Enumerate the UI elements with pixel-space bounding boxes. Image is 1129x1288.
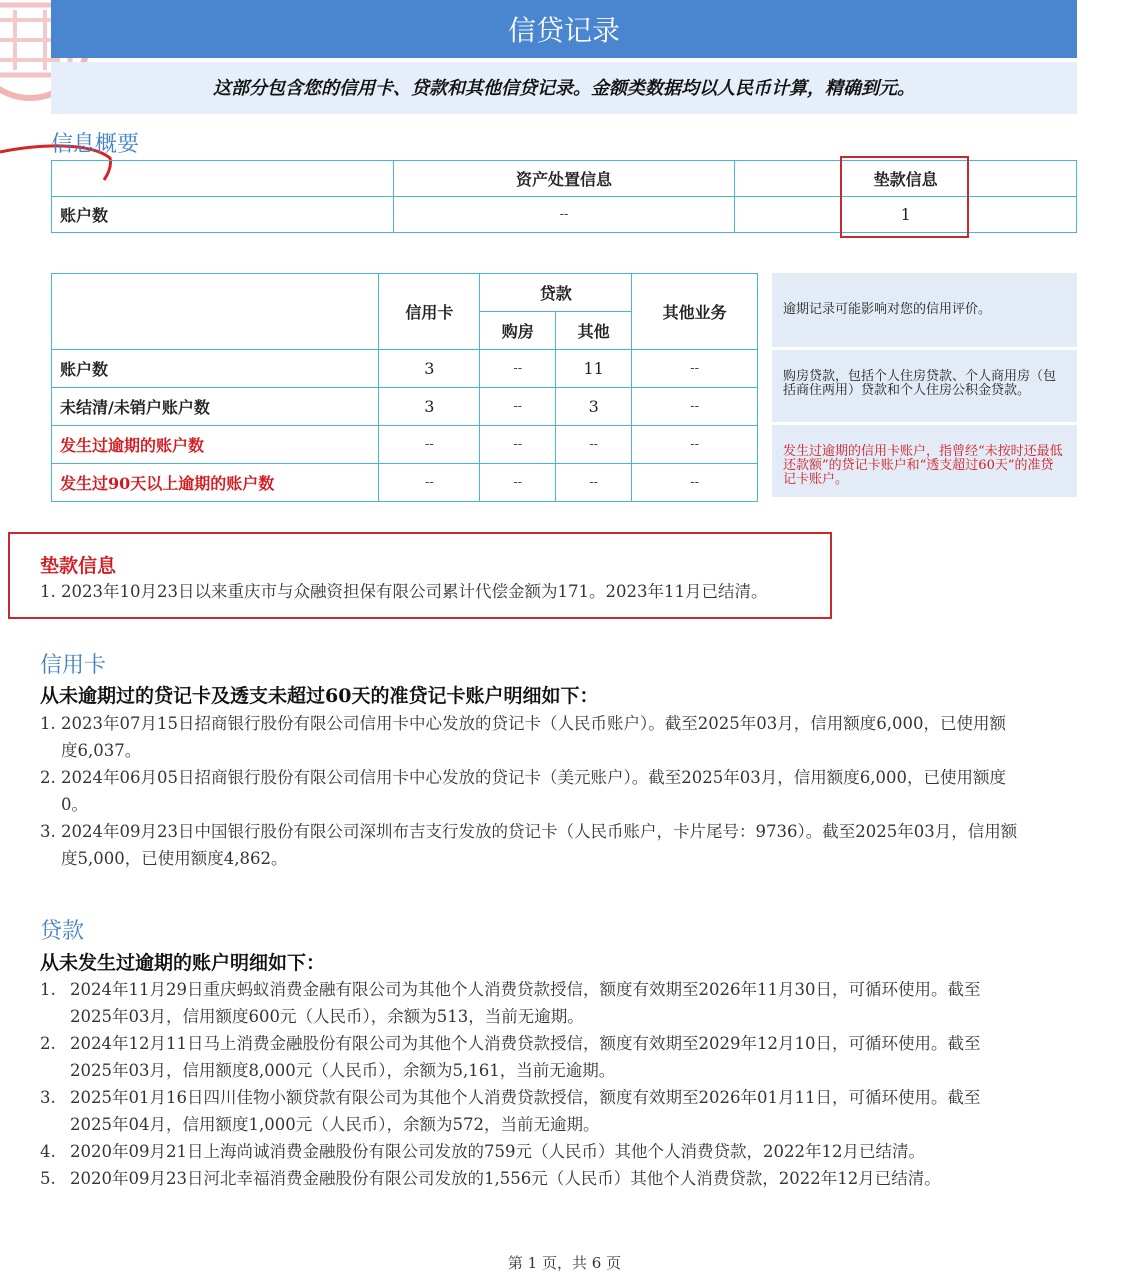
summary-cell: --	[632, 350, 758, 388]
advance-item	[40, 578, 820, 605]
summary-cell: --	[632, 464, 758, 502]
credit-card-title: 信用卡	[40, 653, 107, 678]
loan-title: 贷款	[40, 919, 85, 944]
summary-row-label: 发生过90天以上逾期的账户数	[52, 464, 379, 502]
list-number: 3.	[40, 1088, 56, 1107]
credit-card-item-line1: 2023年07月15日招商银行股份有限公司信用卡中心发放的贷记卡（人民币账户）。截至2025年03月，信用额度6,000，已使用额	[61, 714, 1006, 733]
list-number: 5.	[40, 1169, 56, 1188]
summary-row-label: 账户数	[52, 350, 379, 388]
loan-item-line1: 2024年12月11日马上消费金融股份有限公司为其他个人消费贷款授信，额度有效期至2029年12月10日，可循环使用。截至	[70, 1034, 981, 1053]
summary-cell: 3	[556, 388, 632, 426]
summary-header-credit-card: 信用卡	[379, 274, 480, 350]
summary-cell: --	[632, 426, 758, 464]
summary-cell: --	[480, 388, 556, 426]
summary-cell: --	[632, 388, 758, 426]
summary-table	[51, 273, 758, 502]
credit-card-item	[40, 818, 1090, 872]
summary-row	[52, 388, 758, 426]
loan-item-line1: 2024年11月29日重庆蚂蚁消费金融有限公司为其他个人消费贷款授信，额度有效期至2026年11月30日，可循环使用。截至	[70, 980, 981, 999]
credit-card-item-line1: 2024年06月05日招商银行股份有限公司信用卡中心发放的贷记卡（美元账户）。截至2025年03月，信用额度6,000，已使用额度	[61, 768, 1006, 787]
list-number: 3.	[40, 822, 56, 841]
note-overdue-definition: 发生过逾期的信用卡账户，指曾经“未按时还最低还款额”的贷记卡账户和“透支超过60天”的准贷记卡账户。	[772, 425, 1077, 497]
list-number: 4.	[40, 1142, 56, 1161]
loan-item-line1: 2025年01月16日四川佳物小额贷款有限公司为其他个人消费贷款授信，额度有效期至2026年01月11日，可循环使用。截至	[70, 1088, 981, 1107]
loan-item-line1: 2020年09月21日上海尚诚消费金融股份有限公司发放的759元（人民币）其他个人消费贷款，2022年12月已结清。	[70, 1142, 925, 1161]
summary-cell: --	[556, 426, 632, 464]
advance-item-num: 1.	[40, 582, 56, 601]
summary-cell: --	[379, 464, 480, 502]
summary-header-other-business: 其他业务	[632, 274, 758, 350]
summary-cell: 11	[556, 350, 632, 388]
loan-item	[40, 976, 1080, 1030]
loan-item-line1: 2020年09月23日河北幸福消费金融股份有限公司发放的1,556元（人民币）其他个人消费贷款，2022年12月已结清。	[70, 1169, 941, 1188]
summary-row-label: 未结清/未销户账户数	[52, 388, 379, 426]
summary-row	[52, 350, 758, 388]
summary-cell: 3	[379, 388, 480, 426]
summary-row	[52, 426, 758, 464]
overview-row-label: 账户数	[52, 197, 394, 233]
loan-item	[40, 1165, 1080, 1192]
credit-card-item-line2: 0。	[61, 795, 88, 814]
credit-card-item-line2: 度6,037。	[61, 741, 142, 760]
summary-row-label: 发生过逾期的账户数	[52, 426, 379, 464]
summary-header-other-loan: 其他	[556, 312, 632, 350]
list-number: 2.	[40, 1034, 56, 1053]
intro-text: 这部分包含您的信用卡、贷款和其他信贷记录。金额类数据均以人民币计算，精确到元。	[213, 78, 915, 99]
summary-cell: --	[556, 464, 632, 502]
summary-empty-cell	[52, 274, 379, 350]
page-footer: 第 1 页，共 6 页	[507, 1254, 622, 1272]
credit-card-item	[40, 710, 1090, 764]
summary-cell: 3	[379, 350, 480, 388]
credit-card-subtitle: 从未逾期过的贷记卡及透支未超过60天的准贷记卡账户明细如下：	[40, 685, 599, 707]
highlight-box-advance-info	[8, 532, 832, 619]
list-number: 1.	[40, 980, 56, 999]
summary-row	[52, 464, 758, 502]
overview-empty-cell	[52, 161, 394, 197]
advance-item-text: 2023年10月23日以来重庆市与众融资担保有限公司累计代偿金额为171。2023年11月已结清。	[61, 582, 768, 601]
loan-item-line2: 2025年03月，信用额度8,000元（人民币），余额为5,161，当前无逾期。	[70, 1061, 616, 1080]
summary-header-loan: 贷款	[480, 274, 632, 312]
note-overdue-warning: 逾期记录可能影响对您的信用评价。	[772, 273, 1077, 347]
loan-item	[40, 1084, 1080, 1138]
note-housing-loan: 购房贷款，包括个人住房贷款、个人商用房（包括商住两用）贷款和个人住房公积金贷款。	[772, 350, 1077, 422]
summary-header-housing: 购房	[480, 312, 556, 350]
overview-asset-value: --	[393, 197, 735, 233]
list-number: 1.	[40, 714, 56, 733]
side-notes	[772, 273, 1077, 500]
credit-card-item-line1: 2024年09月23日中国银行股份有限公司深圳布吉支行发放的贷记卡（人民币账户，卡片尾号：9736）。截至2025年03月，信用额	[61, 822, 1018, 841]
credit-card-item	[40, 764, 1090, 818]
advance-title: 垫款信息	[40, 555, 117, 577]
loan-item-line2: 2025年04月，信用额度1,000元（人民币），余额为572，当前无逾期。	[70, 1115, 600, 1134]
page-title: 信贷记录	[507, 14, 620, 47]
credit-card-item-line2: 度5,000，已使用额度4,862。	[61, 849, 288, 868]
loan-item	[40, 1138, 1080, 1165]
summary-cell: --	[480, 464, 556, 502]
loan-item-line2: 2025年03月，信用额度600元（人民币），余额为513，当前无逾期。	[70, 1007, 584, 1026]
summary-cell: --	[480, 426, 556, 464]
overview-header-advance: 垫款信息	[735, 161, 1077, 197]
list-number: 2.	[40, 768, 56, 787]
loan-item	[40, 1030, 1080, 1084]
overview-title: 信息概要	[51, 132, 140, 157]
loan-subtitle: 从未发生过逾期的账户明细如下：	[40, 952, 326, 974]
overview-advance-value: 1	[735, 197, 1077, 233]
overview-header-asset: 资产处置信息	[393, 161, 735, 197]
summary-cell: --	[480, 350, 556, 388]
highlight-box-advance	[840, 156, 969, 238]
summary-cell: --	[379, 426, 480, 464]
